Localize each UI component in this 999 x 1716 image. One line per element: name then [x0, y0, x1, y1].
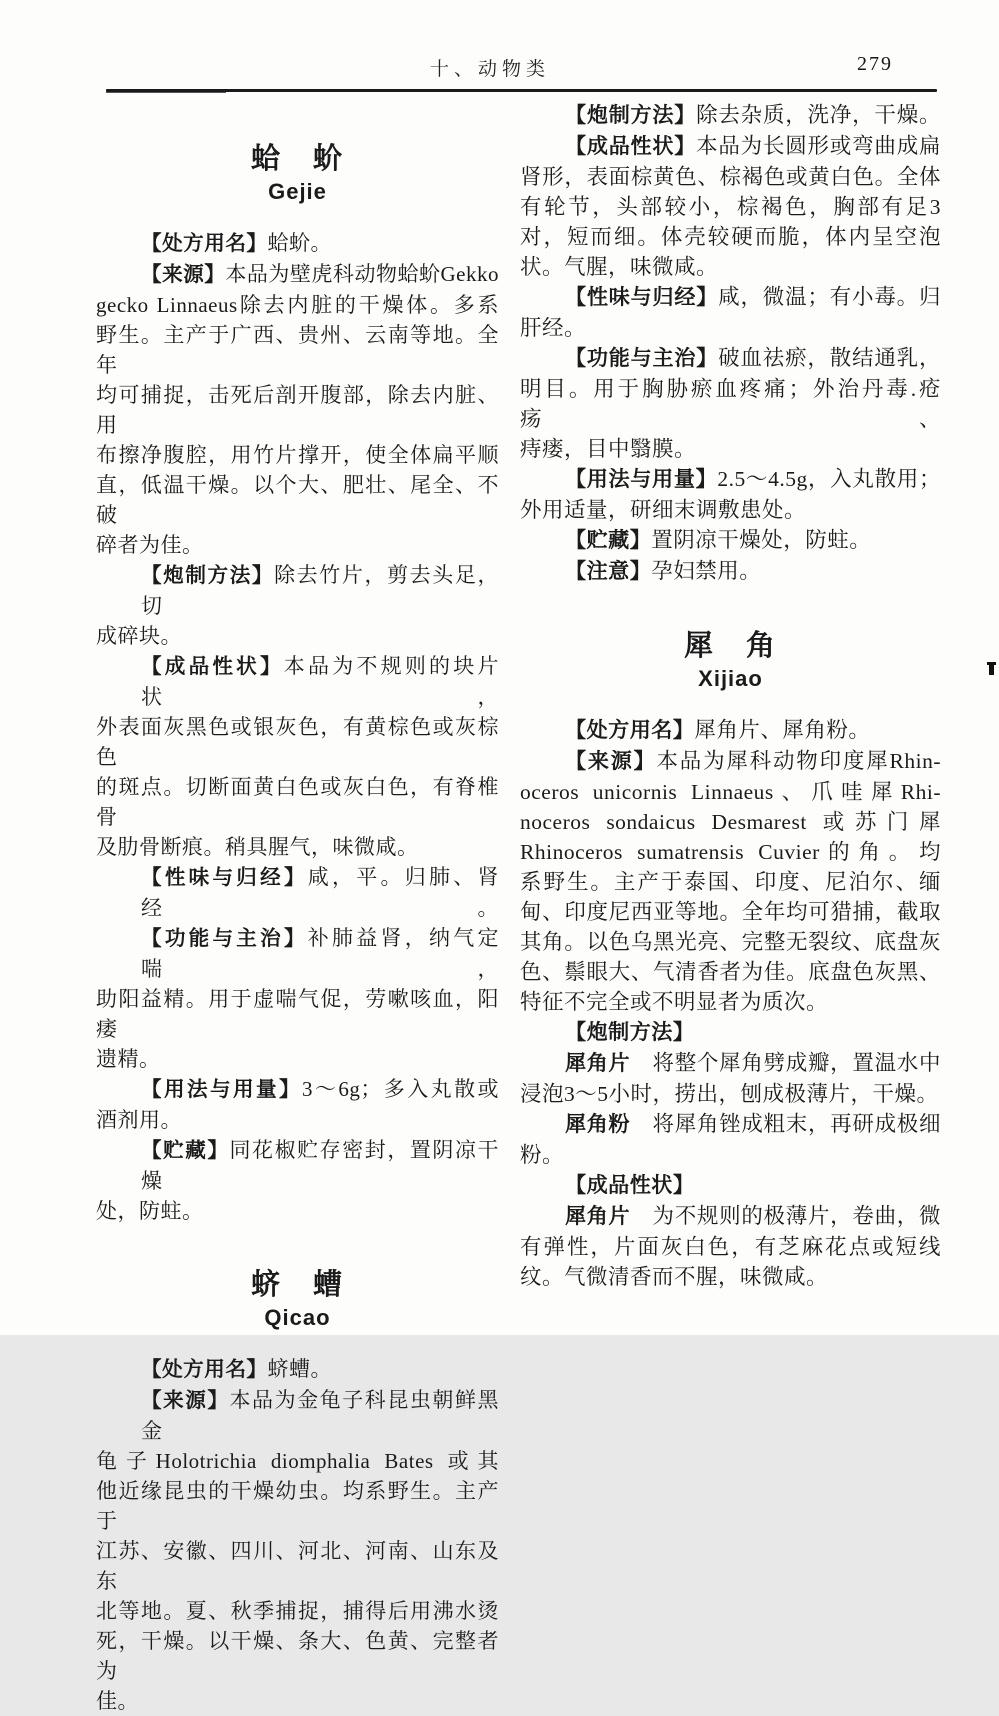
paragraph — [520, 715, 941, 746]
paragraph — [520, 1109, 941, 1170]
text-line: 有弹性，片面灰白色，有芝麻花点或短线 — [520, 1235, 941, 1259]
print-artifact — [989, 662, 994, 675]
text-line: 【来源】本品为壁虎科动物蛤蚧Gekko — [141, 262, 499, 286]
field-label: 【处方用名】 — [141, 232, 268, 255]
entry-title-block — [96, 1268, 499, 1332]
field-label: 【功能与主治】 — [565, 347, 719, 370]
paragraph — [96, 923, 499, 1074]
text-line: oceros unicornis Linnaeus、爪哇犀Rhi- — [520, 780, 941, 804]
paragraph — [96, 862, 499, 923]
field-label: 【来源】 — [141, 263, 226, 286]
paragraph — [96, 651, 499, 862]
field-label: 【成品性状】 — [141, 655, 284, 678]
field-label: 【来源】 — [565, 750, 657, 773]
text-line: 【处方用名】蛤蚧。 — [141, 231, 332, 255]
field-label: 【来源】 — [141, 1389, 230, 1412]
paragraph — [96, 259, 499, 560]
paragraph — [520, 282, 941, 343]
text-line: 野生。主产于广西、贵州、云南等地。全年 — [96, 323, 499, 377]
text-line: 特征不完全或不明显者为质次。 — [520, 990, 829, 1014]
text-line: 犀角片 为不规则的极薄片，卷曲，微 — [565, 1204, 941, 1228]
paragraph — [520, 343, 941, 464]
text-line: 龟子Holotrichia diomphalia Bates 或其 — [96, 1449, 499, 1473]
paragraph — [520, 1170, 941, 1201]
field-label: 【成品性状】 — [565, 135, 697, 158]
paragraph — [520, 746, 941, 1017]
text-line: 对，短而细。体壳较硬而脆，体内呈空泡 — [520, 225, 941, 249]
field-label: 【贮藏】 — [565, 529, 652, 552]
text-line: gecko Linnaeus除去内脏的干燥体。多系 — [96, 293, 499, 317]
paragraph — [96, 1354, 499, 1385]
text-line: 【注意】孕妇禁用。 — [565, 559, 762, 583]
paragraph — [520, 131, 941, 282]
section-header: 十、动物类 — [430, 59, 551, 80]
paragraph — [520, 1017, 941, 1048]
text-line: 浸泡3～5小时，捞出，刨成极薄片，干燥。 — [520, 1082, 939, 1106]
text-line: 【炮制方法】除去杂质，洗净，干燥。 — [565, 103, 941, 127]
text-line: 【来源】本品为犀科动物印度犀Rhin- — [565, 749, 941, 773]
entry-pinyin: Xijiao — [698, 666, 763, 691]
field-label: 【用法与用量】 — [141, 1078, 303, 1101]
paragraph — [520, 556, 941, 587]
paragraph — [520, 464, 941, 525]
text-line: 色、鬃眼大、气清香者为佳。底盘色灰黑、 — [520, 960, 941, 984]
field-label: 【炮制方法】 — [141, 564, 275, 587]
text-line: 肝经。 — [520, 316, 587, 340]
paragraph — [520, 1201, 941, 1292]
text-line: 【性味与归经】咸，平。归肺、肾经。 — [141, 865, 499, 920]
text-line: 助阳益精。用于虚喘气促，劳嗽咳血，阳痿 — [96, 987, 499, 1041]
paragraph — [520, 525, 941, 556]
text-line: 甸、印度尼西亚等地。全年均可猎捕，截取 — [520, 900, 941, 924]
text-line: 【处方用名】蛴螬。 — [141, 1357, 332, 1381]
text-line: 布擦净腹腔，用竹片撑开，使全体扁平顺 — [96, 443, 499, 467]
text-line — [520, 1170, 941, 1201]
text-line: 处，防蛀。 — [96, 1199, 204, 1223]
text-line: 明目。用于胸胁瘀血疼痛；外治丹毒.疮疡、 — [520, 377, 941, 431]
page-number: 279 — [857, 53, 893, 75]
text-line: 直，低温干燥。以个大、肥壮、尾全、不破 — [96, 473, 499, 527]
field-label: 【性味与归经】 — [565, 286, 719, 309]
field-label: 【炮制方法】 — [565, 104, 697, 127]
text-line: 【成品性状】本品为长圆形或弯曲成扁 — [565, 134, 941, 158]
text-line: Rhinoceros sumatrensis Cuvier的角。均 — [520, 840, 941, 864]
text-line: 死，干燥。以干燥、条大、色黄、完整者为 — [96, 1629, 499, 1683]
text-line: 【功能与主治】破血祛瘀，散结通乳， — [565, 346, 941, 370]
field-label: 犀角粉 — [565, 1113, 631, 1136]
text-line: noceros sondaicus Desmarest 或苏门犀 — [520, 810, 941, 834]
text-line: 有轮节，头部较小，棕褐色，胸部有足3 — [520, 195, 941, 219]
text-line: 酒剂用。 — [96, 1108, 182, 1132]
paragraph — [520, 100, 941, 131]
field-label: 【性味与归经】 — [141, 866, 308, 889]
entry-pinyin: Gejie — [268, 179, 327, 204]
entry-title: 蛤 蚧 — [250, 143, 344, 175]
entry-title: 犀 角 — [683, 630, 777, 662]
text-line: 其角。以色乌黑光亮、完整无裂纹、底盘灰 — [520, 930, 941, 954]
text-line: 【贮藏】置阴凉干燥处，防蛀。 — [565, 528, 872, 552]
text-line: 纹。气微清香而不腥，味微咸。 — [520, 1265, 829, 1289]
text-line: 【贮藏】同花椒贮存密封，置阴凉干燥 — [141, 1138, 499, 1193]
text-line: 犀角粉 将犀角锉成粗末，再研成极细 — [565, 1112, 941, 1136]
field-label: 【功能与主治】 — [141, 927, 308, 950]
text-line — [520, 1017, 941, 1048]
text-line: 【炮制方法】除去竹片，剪去头足，切 — [141, 563, 499, 618]
paragraph — [96, 228, 499, 259]
paragraph — [96, 1135, 499, 1226]
paragraph — [96, 560, 499, 651]
entry-title-block — [96, 142, 499, 206]
column-right — [520, 100, 941, 1292]
text-line: 遗精。 — [96, 1047, 161, 1071]
text-line: 北等地。夏、秋季捕捉，捕得后用沸水烫 — [96, 1599, 499, 1623]
entry-title-block — [520, 629, 941, 693]
text-line: 外表面灰黑色或银灰色，有黄棕色或灰棕色 — [96, 715, 499, 769]
text-line: 粉。 — [520, 1143, 565, 1167]
entry-title: 蛴 螬 — [250, 1269, 344, 1301]
field-label: 【贮藏】 — [141, 1139, 230, 1162]
text-line: 【性味与归经】咸，微温；有小毒。归 — [565, 285, 941, 309]
paragraph — [96, 1385, 499, 1716]
text-line: 外用适量，研细末调敷患处。 — [520, 498, 807, 522]
paragraph — [520, 1048, 941, 1109]
column-left — [96, 100, 499, 1716]
header-rule — [106, 89, 937, 92]
text-line: 【成品性状】本品为不规则的块片状， — [141, 654, 499, 709]
text-line: 成碎块。 — [96, 624, 182, 648]
entry-pinyin: Qicao — [264, 1305, 331, 1330]
text-line: 肾形，表面棕黄色、棕褐色或黄白色。全体 — [520, 165, 941, 189]
text-line: 江苏、安徽、四川、河北、河南、山东及东 — [96, 1539, 499, 1593]
text-line: 他近缘昆虫的干燥幼虫。均系野生。主产于 — [96, 1479, 499, 1533]
text-line: 均可捕捉，击死后剖开腹部，除去内脏、用 — [96, 383, 499, 437]
field-label: 【处方用名】 — [141, 1358, 268, 1381]
field-label: 【注意】 — [565, 560, 652, 583]
field-label: 【成品性状】 — [565, 1174, 695, 1197]
field-label: 【炮制方法】 — [565, 1021, 695, 1044]
text-line: 碎者为佳。 — [96, 533, 204, 557]
text-line: 及肋骨断痕。稍具腥气，味微咸。 — [96, 835, 419, 859]
text-line: 【用法与用量】2.5～4.5g，入丸散用； — [565, 467, 941, 491]
text-line: 佳。 — [96, 1689, 139, 1713]
text-line: 【处方用名】犀角片、犀角粉。 — [565, 718, 871, 742]
text-line: 犀角片 将整个犀角劈成瓣，置温水中 — [565, 1051, 941, 1075]
text-line: 【来源】本品为金龟子科昆虫朝鲜黑金 — [141, 1388, 499, 1443]
paragraph — [96, 1074, 499, 1135]
text-line: 状。气腥，味微咸。 — [520, 255, 719, 279]
text-line: 痔瘘，目中翳膜。 — [520, 437, 697, 461]
field-label: 【处方用名】 — [565, 719, 695, 742]
field-label: 犀角片 — [565, 1205, 631, 1228]
text-line: 系野生。主产于泰国、印度、尼泊尔、缅 — [520, 870, 941, 894]
text-line: 【用法与用量】3～6g；多入丸散或 — [141, 1077, 499, 1101]
field-label: 【用法与用量】 — [565, 468, 718, 491]
text-line: 的斑点。切断面黄白色或灰白色，有脊椎骨 — [96, 775, 499, 829]
field-label: 犀角片 — [565, 1052, 631, 1075]
text-line: 【功能与主治】补肺益肾，纳气定喘， — [141, 926, 499, 981]
